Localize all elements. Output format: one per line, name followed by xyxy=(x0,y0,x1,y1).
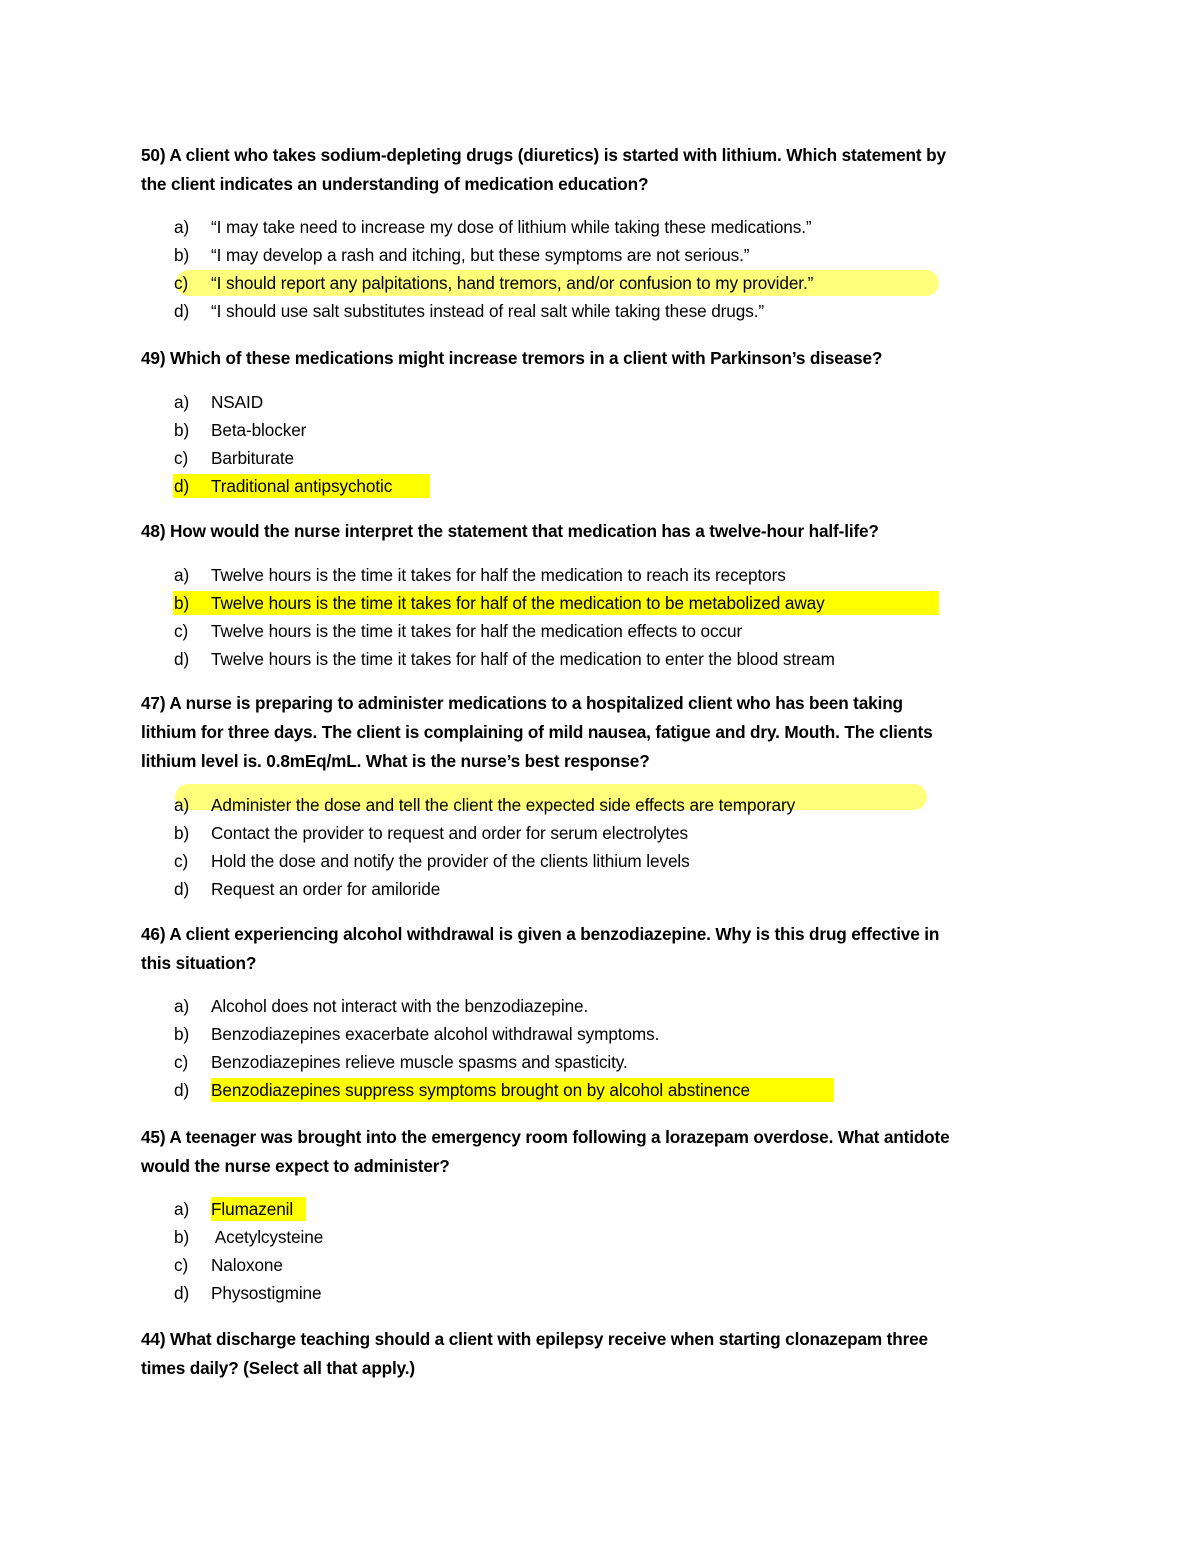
option-text: Benzodiazepines relieve muscle spasms and spasticity. xyxy=(211,1052,628,1072)
option-b xyxy=(141,416,1061,444)
option-text: Traditional antipsychotic xyxy=(211,476,393,496)
option-list xyxy=(141,388,1061,500)
option-list xyxy=(141,561,1061,673)
option-text: Contact the provider to request and order for serum electrolytes xyxy=(211,823,688,843)
option-a xyxy=(141,1195,1061,1223)
option-text: Twelve hours is the time it takes for half the medication effects to occur xyxy=(211,621,743,641)
option-letter: c) xyxy=(174,621,189,641)
option-text: Acetylcysteine xyxy=(211,1227,324,1247)
option-letter: d) xyxy=(174,1283,190,1303)
option-list xyxy=(141,1195,1061,1307)
option-letter: a) xyxy=(174,996,190,1016)
option-text: Benzodiazepines suppress symptoms brought on by alcohol abstinence xyxy=(211,1080,750,1100)
option-letter: b) xyxy=(174,1227,190,1247)
option-letter: d) xyxy=(174,476,190,496)
option-text: Benzodiazepines exacerbate alcohol withdrawal symptoms. xyxy=(211,1024,660,1044)
option-letter: b) xyxy=(174,823,190,843)
question-text xyxy=(141,517,1061,546)
option-letter: b) xyxy=(174,420,190,440)
option-letter: a) xyxy=(174,392,190,412)
question-line: this situation? xyxy=(141,953,257,973)
question-line: 47) A nurse is preparing to administer medications to a hospitalized client who has been taking xyxy=(141,693,903,713)
option-letter: c) xyxy=(174,273,189,293)
option-letter: d) xyxy=(174,301,190,321)
question-45 xyxy=(141,1123,1061,1303)
question-line: the client indicates an understanding of medication education? xyxy=(141,174,649,194)
option-text: Naloxone xyxy=(211,1255,283,1275)
option-letter: c) xyxy=(174,448,189,468)
question-text xyxy=(141,344,1061,373)
option-text: Hold the dose and notify the provider of the clients lithium levels xyxy=(211,851,690,871)
option-b xyxy=(141,1223,1061,1251)
option-d xyxy=(141,297,1061,325)
option-d xyxy=(141,1279,1061,1307)
option-letter: a) xyxy=(174,217,190,237)
option-text: “I should use salt substitutes instead of real salt while taking these drugs.” xyxy=(211,301,765,321)
question-50 xyxy=(141,141,1061,321)
option-a xyxy=(141,213,1061,241)
option-a xyxy=(141,388,1061,416)
question-46 xyxy=(141,920,1061,1100)
question-text xyxy=(141,141,1061,199)
option-text: “I may develop a rash and itching, but these symptoms are not serious.” xyxy=(211,245,750,265)
option-letter: b) xyxy=(174,245,190,265)
option-letter: a) xyxy=(174,1199,190,1219)
option-d xyxy=(141,875,1061,903)
option-list xyxy=(141,791,1061,903)
option-letter: d) xyxy=(174,649,190,669)
question-text xyxy=(141,1325,1061,1383)
option-text: “I should report any palpitations, hand tremors, and/or confusion to my provider.” xyxy=(211,273,814,293)
option-letter: a) xyxy=(174,565,190,585)
option-d xyxy=(141,645,1061,673)
option-a xyxy=(141,992,1061,1020)
option-a xyxy=(141,791,1061,819)
question-text xyxy=(141,920,1061,978)
option-letter: b) xyxy=(174,1024,190,1044)
option-b xyxy=(141,1020,1061,1048)
option-c xyxy=(141,617,1061,645)
option-b xyxy=(141,241,1061,269)
option-text: Beta-blocker xyxy=(211,420,307,440)
option-c xyxy=(141,1048,1061,1076)
option-text: Alcohol does not interact with the benzodiazepine. xyxy=(211,996,589,1016)
question-line: lithium level is. 0.8mEq/mL. What is the nurse’s best response? xyxy=(141,751,650,771)
question-line: 50) A client who takes sodium-depleting drugs (diuretics) is started with lithium. Which statement by xyxy=(141,145,946,165)
option-text: NSAID xyxy=(211,392,264,412)
option-b xyxy=(141,589,1061,617)
option-letter: a) xyxy=(174,795,190,815)
question-line: 45) A teenager was brought into the emergency room following a lorazepam overdose. What antidote xyxy=(141,1127,950,1147)
option-c xyxy=(141,847,1061,875)
option-text: Request an order for amiloride xyxy=(211,879,441,899)
option-letter: b) xyxy=(174,593,190,613)
option-text: Flumazenil xyxy=(211,1199,294,1219)
option-d xyxy=(141,1076,1061,1104)
option-list xyxy=(141,213,1061,325)
question-47 xyxy=(141,689,1061,899)
question-line: 46) A client experiencing alcohol withdrawal is given a benzodiazepine. Why is this drug effective in xyxy=(141,924,940,944)
option-list xyxy=(141,992,1061,1104)
option-letter: c) xyxy=(174,1052,189,1072)
question-line: 44) What discharge teaching should a client with epilepsy receive when starting clonazepam three xyxy=(141,1329,928,1349)
question-text xyxy=(141,689,1061,776)
option-a xyxy=(141,561,1061,589)
option-b xyxy=(141,819,1061,847)
question-line: 48) How would the nurse interpret the statement that medication has a twelve-hour half-life? xyxy=(141,521,879,541)
option-letter: c) xyxy=(174,851,189,871)
option-text: Barbiturate xyxy=(211,448,294,468)
option-text: Administer the dose and tell the client the expected side effects are temporary xyxy=(211,795,796,815)
question-44 xyxy=(141,1325,1061,1383)
question-line: 49) Which of these medications might increase tremors in a client with Parkinson’s disease? xyxy=(141,348,883,368)
option-text: Twelve hours is the time it takes for half of the medication to enter the blood stream xyxy=(211,649,835,669)
option-text: Twelve hours is the time it takes for half of the medication to be metabolized away xyxy=(211,593,825,613)
option-letter: c) xyxy=(174,1255,189,1275)
question-line: times daily? (Select all that apply.) xyxy=(141,1358,415,1378)
question-line: would the nurse expect to administer? xyxy=(141,1156,450,1176)
question-line: lithium for three days. The client is complaining of mild nausea, fatigue and dry. Mouth. The clients xyxy=(141,722,933,742)
question-text xyxy=(141,1123,1061,1181)
option-c xyxy=(141,269,1061,297)
option-text: Twelve hours is the time it takes for half the medication to reach its receptors xyxy=(211,565,786,585)
question-49 xyxy=(141,344,1061,496)
option-letter: d) xyxy=(174,1080,190,1100)
option-c xyxy=(141,444,1061,472)
option-text: “I may take need to increase my dose of lithium while taking these medications.” xyxy=(211,217,812,237)
option-letter: d) xyxy=(174,879,190,899)
option-d xyxy=(141,472,1061,500)
option-c xyxy=(141,1251,1061,1279)
option-text: Physostigmine xyxy=(211,1283,322,1303)
question-48 xyxy=(141,517,1061,669)
